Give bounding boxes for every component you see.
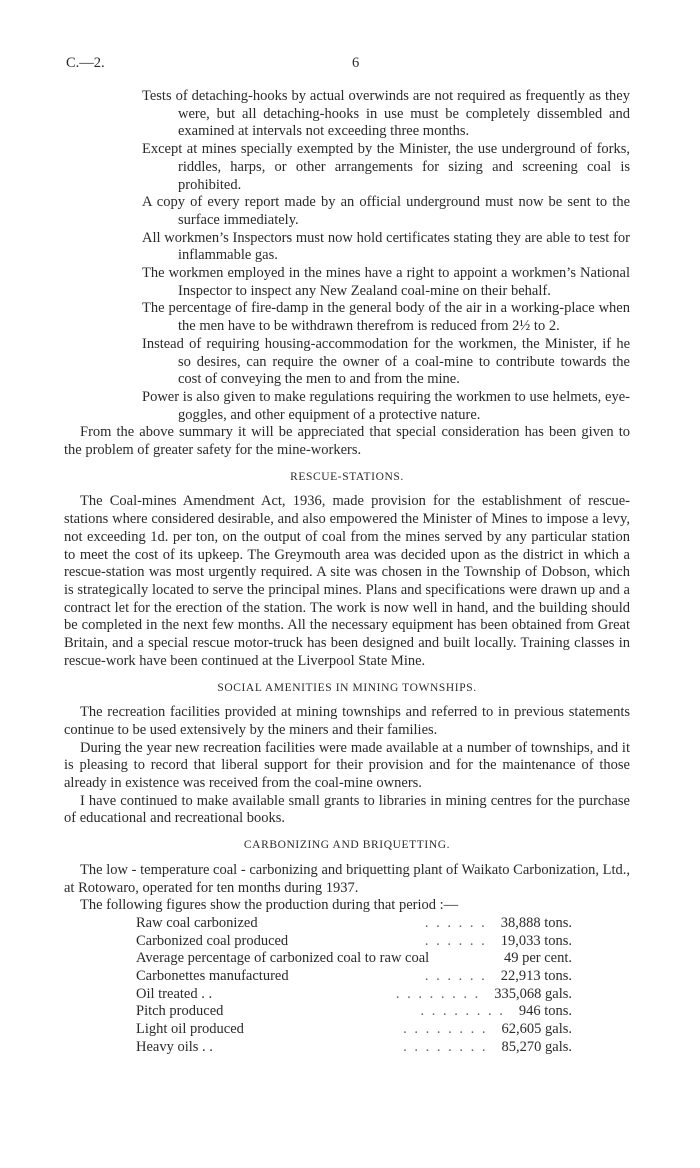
leader-dots: . . . . . .	[424, 932, 487, 949]
figures-intro: The following figures show the production during that period :—	[80, 897, 459, 914]
production-figures-table	[136, 915, 572, 1057]
amenities-paragraph: I have continued to make available small grants to libraries in mining centres for the purchase of educational and recreational books.	[64, 792, 630, 827]
amenities-paragraph: During the year new recreation facilities were made available at a number of townships, and it is pleasing to record that liberal support for their provision and for the maintenance of those already in existence was received from the coal-mine owners.	[64, 739, 630, 792]
figure-row	[136, 1003, 572, 1021]
summary-item: The workmen employed in the mines have a right to appoint a workmen’s National Inspector to inspect any New Zealand coal-mine on their behalf.	[142, 265, 630, 299]
amenities-paragraph: The recreation facilities provided at mining townships and referred to in previous statements continue to be used extensively by the miners and their families.	[64, 704, 630, 738]
figure-label: Light oil produced	[136, 1021, 244, 1038]
figure-row	[136, 1021, 572, 1039]
summary-item: The percentage of fire-damp in the general body of the air in a working-place when the men have to be withdrawn therefrom is reduced from 2½ to 2.	[142, 300, 630, 335]
summary-item: All workmen’s Inspectors must now hold certificates stating they are able to test for inflammable gas.	[142, 229, 630, 264]
figure-value: 946 tons.	[518, 1003, 572, 1020]
summary-item: Except at mines specially exempted by the Minister, the use underground of forks, riddles, harps, or other arrangements for sizing and screening coal is prohibited.	[142, 141, 630, 193]
figure-row	[136, 1039, 572, 1057]
figure-row	[136, 986, 572, 1004]
summary-item: Instead of requiring housing-accommodation for the workmen, the Minister, if he so desires, can require the owner of a coal-mine to contribute towards the cost of conveying the men to and from the mine.	[142, 335, 630, 388]
summary-item: Power is also given to make regulations requiring the workmen to use helmets, eye-goggles, and other equipment of a protective nature.	[142, 388, 630, 423]
leader-dots: . . . . . .	[424, 968, 487, 984]
document-reference: C.—2.	[66, 55, 105, 71]
page-body	[64, 88, 630, 1056]
summary-list	[64, 88, 630, 424]
figure-label: Raw coal carbonized	[136, 914, 258, 931]
figure-row	[136, 933, 572, 951]
rescue-stations-paragraph: The Coal-mines Amendment Act, 1936, made provision for the establishment of rescue-stations where considered desirable, and also empowered the Minister of Mines to impose a levy, not exceeding 1d. per ton, on the output of coal from the mines served by any particular station to meet the cost of its upkeep. The Greymouth area was decided upon as the district in which a rescue-station was most urgently required. A site was chosen in the Township of Dobson, which is strategically located to serve the principal mines. Plans and specifications were drawn up and a contract let for the erection of the station. The work is now well in hand, and the building should be completed in the next few months. All the necessary equipment has been obtained from Great Britain, and a special rescue motor-truck has been designed and built locally. Training classes in rescue-work have been continued at the Liverpool State Mine.	[64, 493, 630, 669]
figure-label: Average percentage of carbonized coal to raw coal	[136, 950, 430, 967]
summary-item: Tests of detaching-hooks by actual overwinds are not required as frequently as they were, but all detaching-hooks in use must be completely dissembled and examined at intervals not exceeding three months.	[142, 88, 630, 140]
leader-dots: . . . . . . . .	[420, 1003, 505, 1020]
leader-dots	[429, 950, 504, 968]
leader-dots: . . . . . . . .	[395, 985, 481, 1002]
figure-value: 335,068 gals.	[494, 985, 572, 1002]
leader-dots: . . . . . . . .	[403, 1038, 488, 1055]
figure-value: 85,270 gals.	[501, 1038, 572, 1055]
section-heading-carbonizing: CARBONIZING AND BRIQUETTING.	[243, 839, 451, 852]
page-number: 6	[352, 55, 360, 71]
figure-label: Pitch produced	[136, 1003, 224, 1020]
figure-value: 19,033 tons.	[500, 932, 572, 949]
carbonizing-paragraph: The low - temperature coal - carbonizing and briquetting plant of Waikato Carbonization, Ltd., at Rotowaro, operated for ten months during 1937.	[64, 861, 630, 896]
figure-label: Carbonettes manufactured	[136, 968, 289, 984]
summary-conclusion: From the above summary it will be appreciated that special consideration has been given to the problem of greater safety for the mine-workers.	[64, 424, 630, 459]
figure-row	[136, 968, 572, 986]
section-heading-social-amenities: SOCIAL AMENITIES IN MINING TOWNSHIPS.	[217, 681, 477, 694]
summary-item: A copy of every report made by an official underground must now be sent to the surface immediately.	[142, 194, 630, 228]
figure-label: Carbonized coal produced	[136, 932, 289, 949]
figure-row	[136, 950, 572, 968]
figure-label: Oil treated . .	[136, 985, 213, 1002]
leader-dots: . . . . . . . .	[403, 1021, 488, 1038]
figure-value: 49 per cent.	[503, 950, 572, 967]
figure-label: Heavy oils . .	[136, 1038, 213, 1055]
section-heading-rescue-stations: RESCUE-STATIONS.	[290, 470, 404, 483]
figure-value: 62,605 gals.	[501, 1021, 572, 1038]
figure-row	[136, 915, 572, 933]
figure-value: 22,913 tons.	[500, 968, 572, 984]
figure-value: 38,888 tons.	[500, 914, 572, 931]
page-header	[0, 55, 700, 75]
leader-dots: . . . . . .	[424, 914, 487, 931]
